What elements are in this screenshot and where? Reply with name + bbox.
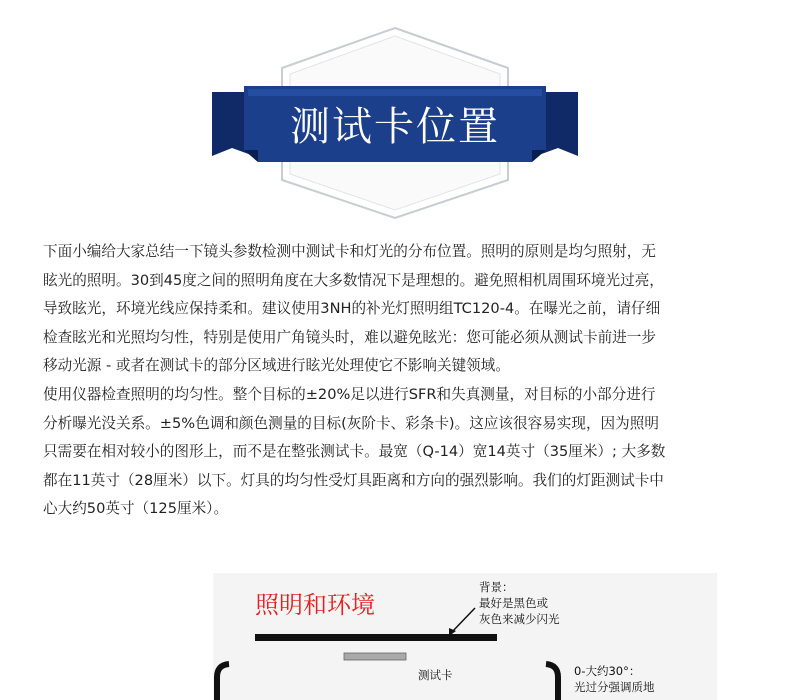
angle-note-line: 0-大约30°：	[574, 664, 641, 678]
background-note-line: 灰色来减少闪光	[479, 612, 560, 626]
left-lamp-arc	[217, 664, 229, 700]
body-line: 使用仪器检查照明的均匀性。整个目标的±20%足以进行SFR和失真测量，对目标的小部分进行	[43, 385, 656, 403]
body-line: 导致眩光，环境光线应保持柔和。建议使用3NH的补光灯照明组TC120-4。在曝光之前，请仔细	[43, 300, 661, 318]
body-line: 分析曝光没关系。±5%色调和颜色测量的目标(灰阶卡、彩条卡)。这应该很容易实现，因为照明	[43, 414, 659, 432]
body-line: 心大约50英寸（125厘米）。	[43, 500, 229, 518]
test-card-label	[418, 667, 453, 683]
body-line: 下面小编给大家总结一下镜头参数检测中测试卡和灯光的分布位置。照明的原则是均匀照射，无	[43, 243, 656, 260]
body-line: 都在11英寸（28厘米）以下。灯具的均匀性受灯具距离和方向的强烈影响。我们的灯距测试卡中	[43, 471, 664, 489]
background-note	[479, 579, 560, 627]
arrow-line	[451, 608, 475, 633]
background-note-line: 背景：	[479, 580, 514, 594]
background-wall	[255, 634, 497, 641]
body-line: 移动光源 - 或者在测试卡的部分区域进行眩光处理使它不影响关键领域。	[43, 357, 510, 375]
body-line: 眩光的照明。30到45度之间的照明角度在大多数情况下是理想的。避免照相机周围环境光过亮，	[43, 271, 664, 289]
body-line: 检查眩光和光照均匀性，特别是使用广角镜头时，难以避免眩光：您可能必须从测试卡前进一步	[43, 328, 656, 346]
body-line: 只需要在相对较小的图形上，而不是在整张测试卡。最宽（Q-14）宽14英寸（35厘米）; 大多数	[43, 443, 666, 461]
article-body	[43, 238, 755, 524]
angle-note-line: 光过分强调质地	[574, 680, 655, 694]
angle-note	[574, 663, 655, 695]
background-note-line: 最好是黑色或	[479, 596, 548, 610]
diagram-title: 照明和环境	[255, 591, 375, 619]
page-title: 测试卡位置	[290, 104, 500, 150]
test-card-label-text: 测试卡	[418, 668, 453, 682]
lighting-diagram	[213, 573, 717, 700]
header-banner	[0, 0, 790, 230]
right-lamp-arc	[546, 664, 558, 700]
test-card-shape	[344, 653, 406, 660]
